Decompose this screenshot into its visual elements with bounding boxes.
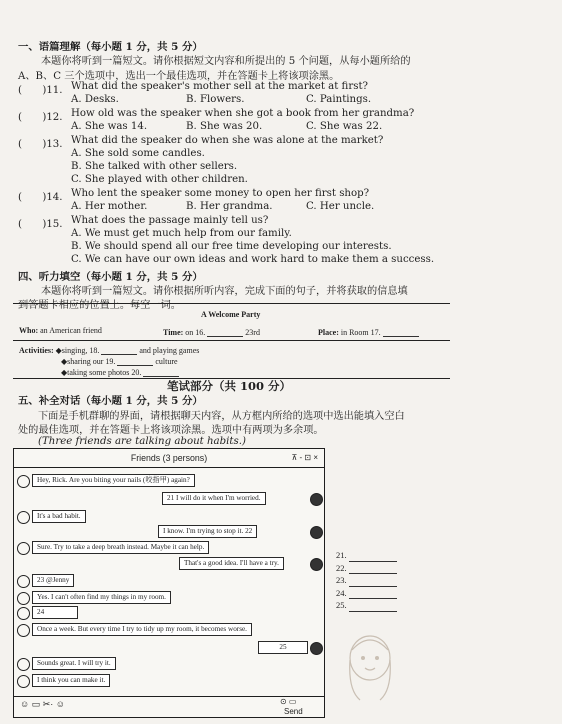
- chat-title-bar: [14, 449, 324, 468]
- answer-blank-17[interactable]: [383, 326, 419, 337]
- q15-option-b[interactable]: B. We should spend all our free time developing our interests.: [71, 241, 392, 252]
- q13-option-c[interactable]: C. She played with other children.: [71, 174, 248, 185]
- avatar-icon: [310, 493, 323, 506]
- avatar-icon: [310, 642, 323, 655]
- chat-title: Friends (3 persons): [130, 453, 208, 463]
- chat-message-12: Sounds great. I will try it.: [32, 657, 116, 670]
- q14-option-c[interactable]: C. Her uncle.: [306, 201, 375, 212]
- who-value: an American friend: [40, 326, 102, 335]
- q12-option-a[interactable]: A. She was 14.: [71, 121, 148, 132]
- time-label: Time:: [163, 328, 184, 337]
- avatar-icon: [17, 542, 30, 555]
- who-field: [19, 326, 102, 335]
- section4-instruction-line2: 到答题卡相应的位置上。每空一词。: [18, 300, 181, 311]
- chat-message-6: That's a good idea. I'll have a try.: [179, 557, 284, 570]
- send-toolbar-icons[interactable]: ⊙ ▭: [280, 697, 297, 706]
- question-15-text: What does the passage mainly tell us?: [71, 215, 269, 226]
- avatar-icon: [17, 658, 30, 671]
- chat-message-10: Once a week. But every time I try to tidy up my room, it becomes worse.: [32, 623, 252, 636]
- place-value: in Room 17.: [340, 328, 381, 337]
- section4-instruction-line1: 本题你将听到一篇短文。请你根据所听内容，完成下面的句子，并将获取的信息填: [41, 286, 408, 297]
- question-12-number[interactable]: ( )12.: [18, 112, 63, 123]
- section4-title: 四、听力填空（每小题 1 分，共 5 分）: [18, 271, 203, 283]
- q13-option-a[interactable]: A. She sold some candles.: [71, 148, 205, 159]
- avatar-icon: [310, 526, 323, 539]
- answer-blank-20[interactable]: [143, 366, 179, 377]
- activity-sharing: ◆sharing our 19.: [61, 357, 116, 366]
- section5-title: 五、补全对话（每小题 1 分，共 5 分）: [18, 395, 203, 407]
- chat-message-11-blank-25[interactable]: 25: [258, 641, 308, 654]
- question-12-text: How old was the speaker when she got a book from her grandma?: [71, 108, 415, 119]
- window-controls[interactable]: ⊼ - ⊡ ×: [291, 453, 318, 462]
- question-15-number[interactable]: ( )15.: [18, 219, 63, 230]
- q12-option-b[interactable]: B. She was 20.: [186, 121, 263, 132]
- question-11-number[interactable]: ( )11.: [18, 85, 63, 96]
- answer-list: [336, 549, 397, 612]
- chat-message-1: Hey, Rick. Are you biting your nails (咬指甲) again?: [32, 474, 195, 487]
- answer-line-22[interactable]: 22.: [336, 562, 397, 575]
- section5-instruction-line1: 下面是手机群聊的界面，请根据聊天内容，从方框内所给的选项中选出能填入空白: [38, 411, 405, 422]
- place-label: Place:: [318, 328, 339, 337]
- q15-option-a[interactable]: A. We must get much help from our family.: [71, 228, 292, 239]
- q11-option-c[interactable]: C. Paintings.: [306, 94, 372, 105]
- question-13-text: What did the speaker do when she was alone at the market?: [71, 135, 384, 146]
- chat-message-9-blank-24[interactable]: 24: [32, 606, 78, 619]
- dialogue-context: (Three friends are talking about habits.): [38, 436, 246, 447]
- activity-culture: culture: [155, 357, 178, 366]
- answer-blank-16[interactable]: [207, 326, 243, 337]
- party-table-title: A Welcome Party: [201, 310, 261, 319]
- answer-line-24[interactable]: 24.: [336, 587, 397, 600]
- avatar-icon: [310, 558, 323, 571]
- party-info-table: [13, 303, 450, 379]
- activities-label: Activities:: [19, 346, 54, 355]
- chat-message-13: I think you can make it.: [32, 674, 110, 687]
- place-field: [318, 326, 419, 337]
- activities-row-2: [61, 355, 178, 366]
- question-14-text: Who lent the speaker some money to open her first shop?: [71, 188, 370, 199]
- emoji-toolbar-icons[interactable]: ☺ ▭ ✂· ☺: [20, 699, 65, 709]
- section5-instruction-line2: 处的最佳选项，并在答题卡上将该项涂黑。选项中有两项为多余项。: [18, 425, 324, 436]
- q11-option-b[interactable]: B. Flowers.: [186, 94, 245, 105]
- chat-message-7-blank-23[interactable]: 23 @Jenny: [32, 574, 74, 587]
- q12-option-c[interactable]: C. She was 22.: [306, 121, 383, 132]
- q15-option-c[interactable]: C. We can have our own ideas and work hard to make them a success.: [71, 254, 435, 265]
- girl-illustration-icon: [340, 630, 400, 704]
- section3-instruction-line2: A、B、C 三个选项中，选出一个最佳选项，并在答题卡上将该项涂黑。: [18, 71, 340, 82]
- avatar-icon: [17, 475, 30, 488]
- question-11-text: What did the speaker's mother sell at the market at first?: [71, 81, 369, 92]
- table-row-divider: [13, 340, 450, 341]
- avatar-icon: [17, 592, 30, 605]
- q13-option-b[interactable]: B. She talked with other sellers.: [71, 161, 238, 172]
- who-label: Who:: [19, 326, 39, 335]
- avatar-icon: [17, 624, 30, 637]
- section3-instruction-line1: 本题你将听到一篇短文。请你根据短文内容和所提出的 5 个问题，从每小题所给的: [41, 56, 411, 67]
- q11-option-a[interactable]: A. Desks.: [71, 94, 119, 105]
- chat-message-4-blank-22[interactable]: I know. I'm trying to stop it. 22: [158, 525, 257, 538]
- time-field: [163, 326, 260, 337]
- written-section-header: 笔试部分（共 100 分）: [167, 379, 292, 393]
- chat-message-2-blank-21[interactable]: 21 I will do it when I'm worried.: [162, 492, 266, 505]
- avatar-icon: [17, 575, 30, 588]
- avatar-icon: [17, 675, 30, 688]
- chat-message-5: Sure. Try to take a deep breath instead. Maybe it can help.: [32, 541, 209, 554]
- activity-photos: ◆taking some photos 20.: [61, 368, 142, 377]
- chat-message-8: Yes. I can't often find my things in my room.: [32, 591, 171, 604]
- chat-message-3: It's a bad habit.: [32, 510, 86, 523]
- answer-blank-18[interactable]: [101, 344, 137, 355]
- section3-title: 一、语篇理解（每小题 1 分，共 5 分）: [18, 41, 203, 53]
- chat-footer: [14, 696, 324, 717]
- avatar-icon: [17, 607, 30, 620]
- time-suffix: 23rd: [245, 328, 260, 337]
- question-13-number[interactable]: ( )13.: [18, 139, 63, 150]
- q14-option-a[interactable]: A. Her mother.: [71, 201, 148, 212]
- send-button[interactable]: Send: [284, 707, 303, 716]
- activity-games: and playing games: [139, 346, 200, 355]
- activities-row-1: [19, 344, 199, 355]
- activity-singing: ◆singing, 18.: [55, 346, 100, 355]
- time-value: on 16.: [185, 328, 206, 337]
- chat-window: [13, 448, 325, 718]
- answer-blank-19[interactable]: [117, 355, 153, 366]
- q14-option-b[interactable]: B. Her grandma.: [186, 201, 273, 212]
- answer-line-23[interactable]: 23.: [336, 574, 397, 587]
- question-14-number[interactable]: ( )14.: [18, 192, 63, 203]
- activities-row-3: [61, 366, 179, 377]
- avatar-icon: [17, 511, 30, 524]
- answer-line-21[interactable]: 21.: [336, 549, 397, 562]
- answer-line-25[interactable]: 25.: [336, 599, 397, 612]
